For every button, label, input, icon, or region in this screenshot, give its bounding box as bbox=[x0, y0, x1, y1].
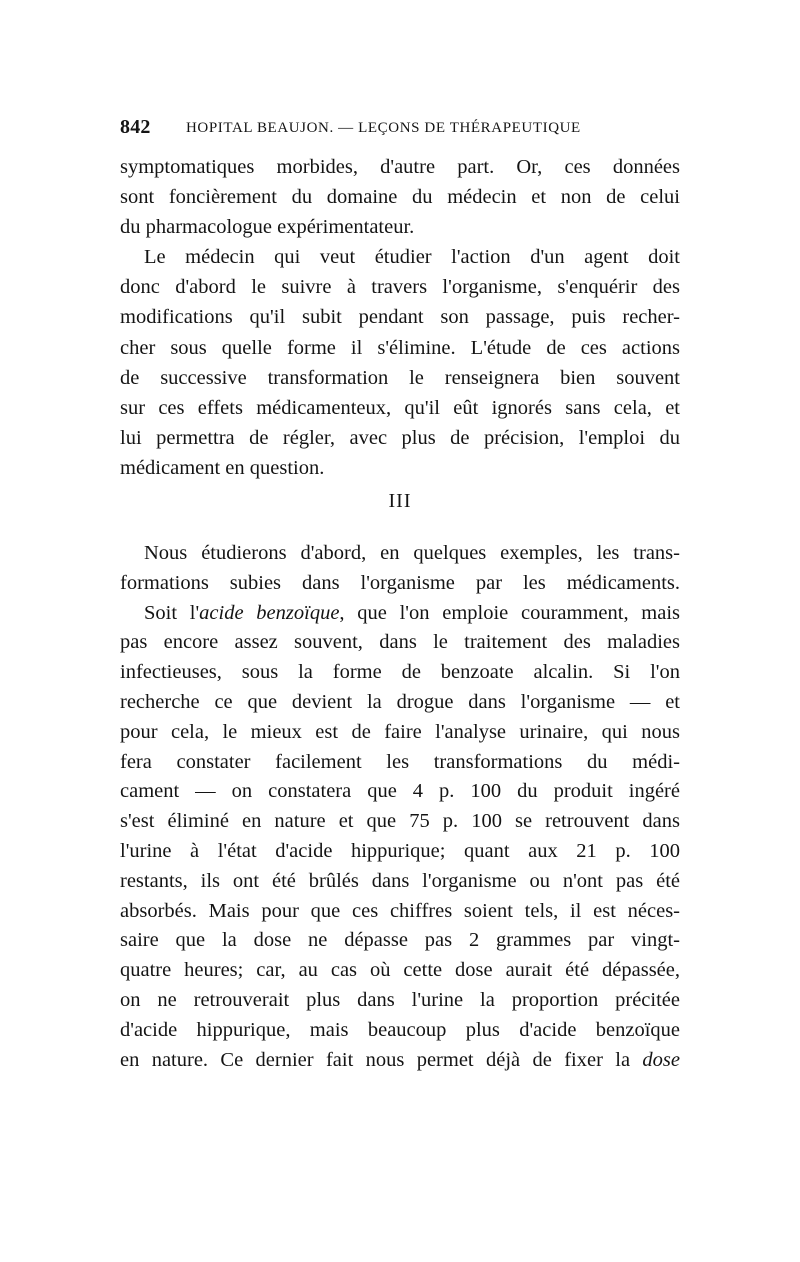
italic-term: dose bbox=[642, 1048, 680, 1071]
text-line: médicament en question. bbox=[120, 456, 325, 479]
text-line: lui permettra de régler, avec plus de précision, l'emploi du bbox=[120, 426, 680, 449]
text-line: du pharmacologue expérimentateur. bbox=[120, 216, 415, 239]
text-line: de successive transformation le renseignera bien souvent bbox=[120, 366, 680, 389]
text-line: s'est éliminé en nature et que 75 p. 100 se retrouvent dans bbox=[120, 810, 680, 833]
text-line: absorbés. Mais pour que ces chiffres soient tels, il est néces- bbox=[120, 899, 680, 922]
text-line: quatre heures; car, au cas où cette dose aurait été dépassée, bbox=[120, 959, 680, 982]
text-fragment: , que l'on emploie couramment, mais bbox=[339, 601, 681, 624]
text-line: donc d'abord le suivre à travers l'organisme, s'enquérir des bbox=[120, 276, 680, 299]
italic-term: acide benzoïque bbox=[199, 601, 340, 624]
text-line: saire que la dose ne dépasse pas 2 grammes par vingt- bbox=[120, 929, 680, 952]
text-line: restants, ils ont été brûlés dans l'organisme ou n'ont pas été bbox=[120, 869, 680, 892]
text-line: modifications qu'il subit pendant son passage, puis recher- bbox=[120, 306, 680, 329]
body-text-lower bbox=[120, 539, 680, 1075]
text-line: cament — on constatera que 4 p. 100 du produit ingéré bbox=[120, 780, 680, 803]
running-title: HOPITAL BEAUJON. — LEÇONS DE THÉRAPEUTIQUE bbox=[186, 120, 581, 136]
text-line: Nous étudierons d'abord, en quelques exemples, les trans- bbox=[144, 542, 680, 564]
text-line: fera constater facilement les transformations du médi- bbox=[120, 750, 680, 773]
running-header bbox=[120, 116, 680, 140]
text-line: d'acide hippurique, mais beaucoup plus d'acide benzoïque bbox=[120, 1018, 680, 1041]
text-line: symptomatiques morbides, d'autre part. Or, ces données bbox=[120, 156, 680, 178]
text-line: infectieuses, sous la forme de benzoate alcalin. Si l'on bbox=[120, 661, 680, 684]
text-line: pour cela, le mieux est de faire l'analyse urinaire, qui nous bbox=[120, 720, 680, 743]
text-line: recherche ce que devient la drogue dans l'organisme — et bbox=[120, 690, 680, 713]
text-line: cher sous quelle forme il s'élimine. L'étude de ces actions bbox=[120, 336, 680, 359]
section-heading: III bbox=[388, 490, 412, 512]
text-fragment: Soit l' bbox=[144, 601, 200, 624]
text-line: pas encore assez souvent, dans le traitement des maladies bbox=[120, 631, 680, 654]
page-number: 842 bbox=[120, 116, 151, 138]
text-line: sont foncièrement du domaine du médecin et non de celui bbox=[120, 186, 680, 209]
body-text-upper bbox=[120, 152, 680, 483]
text-line: sur ces effets médicamenteux, qu'il eût ignorés sans cela, et bbox=[120, 396, 680, 419]
text-line-with-italic bbox=[120, 1046, 680, 1076]
text-line: Le médecin qui veut étudier l'action d'un agent doit bbox=[144, 246, 680, 269]
text-line: formations subies dans l'organisme par les médicaments. bbox=[120, 571, 680, 594]
text-fragment: en nature. Ce dernier fait nous permet déjà de fixer la bbox=[120, 1048, 643, 1071]
text-line-with-italic bbox=[120, 599, 680, 629]
text-line: on ne retrouverait plus dans l'urine la proportion précitée bbox=[120, 988, 680, 1011]
text-line: l'urine à l'état d'acide hippurique; quant aux 21 p. 100 bbox=[120, 839, 680, 862]
